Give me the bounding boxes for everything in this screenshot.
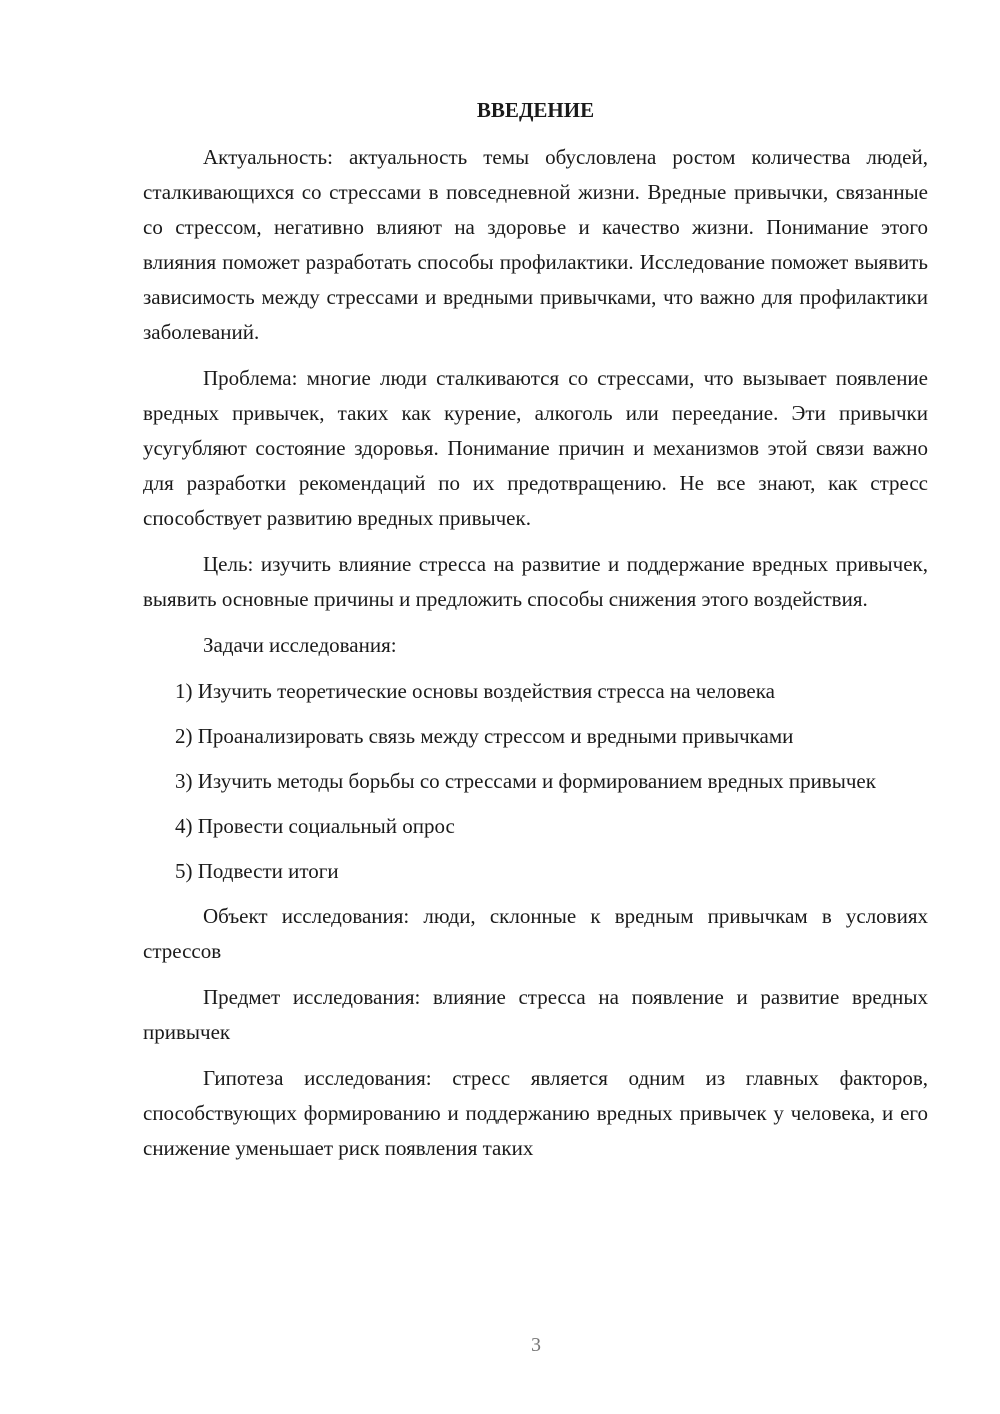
paragraph-subject: Предмет исследования: влияние стресса на появление и развитие вредных привычек bbox=[143, 985, 928, 1044]
document-page bbox=[143, 93, 928, 1177]
paragraph-goal: Цель: изучить влияние стресса на развитие и поддержание вредных привычек, выявить основные причины и предложить способы снижения этого воздействия. bbox=[143, 552, 928, 611]
page-title: ВВЕДЕНИЕ bbox=[476, 98, 595, 122]
task-item: 4) Провести социальный опрос bbox=[175, 814, 455, 838]
task-item: 1) Изучить теоретические основы воздействия стресса на человека bbox=[175, 679, 775, 703]
task-item: 3) Изучить методы борьбы со стрессами и формированием вредных привычек bbox=[175, 769, 876, 793]
page-number: 3 bbox=[531, 1334, 541, 1356]
task-item: 2) Проанализировать связь между стрессом и вредными привычками bbox=[175, 724, 794, 748]
tasks-heading: Задачи исследования: bbox=[203, 633, 397, 657]
paragraph-relevance: Актуальность: актуальность темы обусловлена ростом количества людей, сталкивающихся со стрессами в повседневной жизни. Вредные привычки, связанные со стрессом, негативно влияют на здоровье и качество жизни. Понимание этого влияния поможет разработать способы профилактики. Исследование поможет выявить зависимость между стрессами и вредными привычками, что важно для профилактики заболеваний. bbox=[143, 145, 928, 344]
paragraph-hypothesis: Гипотеза исследования: стресс является одним из главных факторов, способствующих формированию и поддержанию вредных привычек у человека, и его снижение уменьшает риск появления таких bbox=[143, 1066, 928, 1160]
paragraph-object: Объект исследования: люди, склонные к вредным привычкам в условиях стрессов bbox=[143, 904, 928, 963]
paragraph-problem: Проблема: многие люди сталкиваются со стрессами, что вызывает появление вредных привычек, таких как курение, алкоголь или переедание. Эти привычки усугубляют состояние здоровья. Понимание причин и механизмов этой связи важно для разработки рекомендаций по их предотвращению. Не все знают, как стресс способствует развитию вредных привычек. bbox=[143, 366, 928, 530]
task-item: 5) Подвести итоги bbox=[175, 859, 339, 883]
